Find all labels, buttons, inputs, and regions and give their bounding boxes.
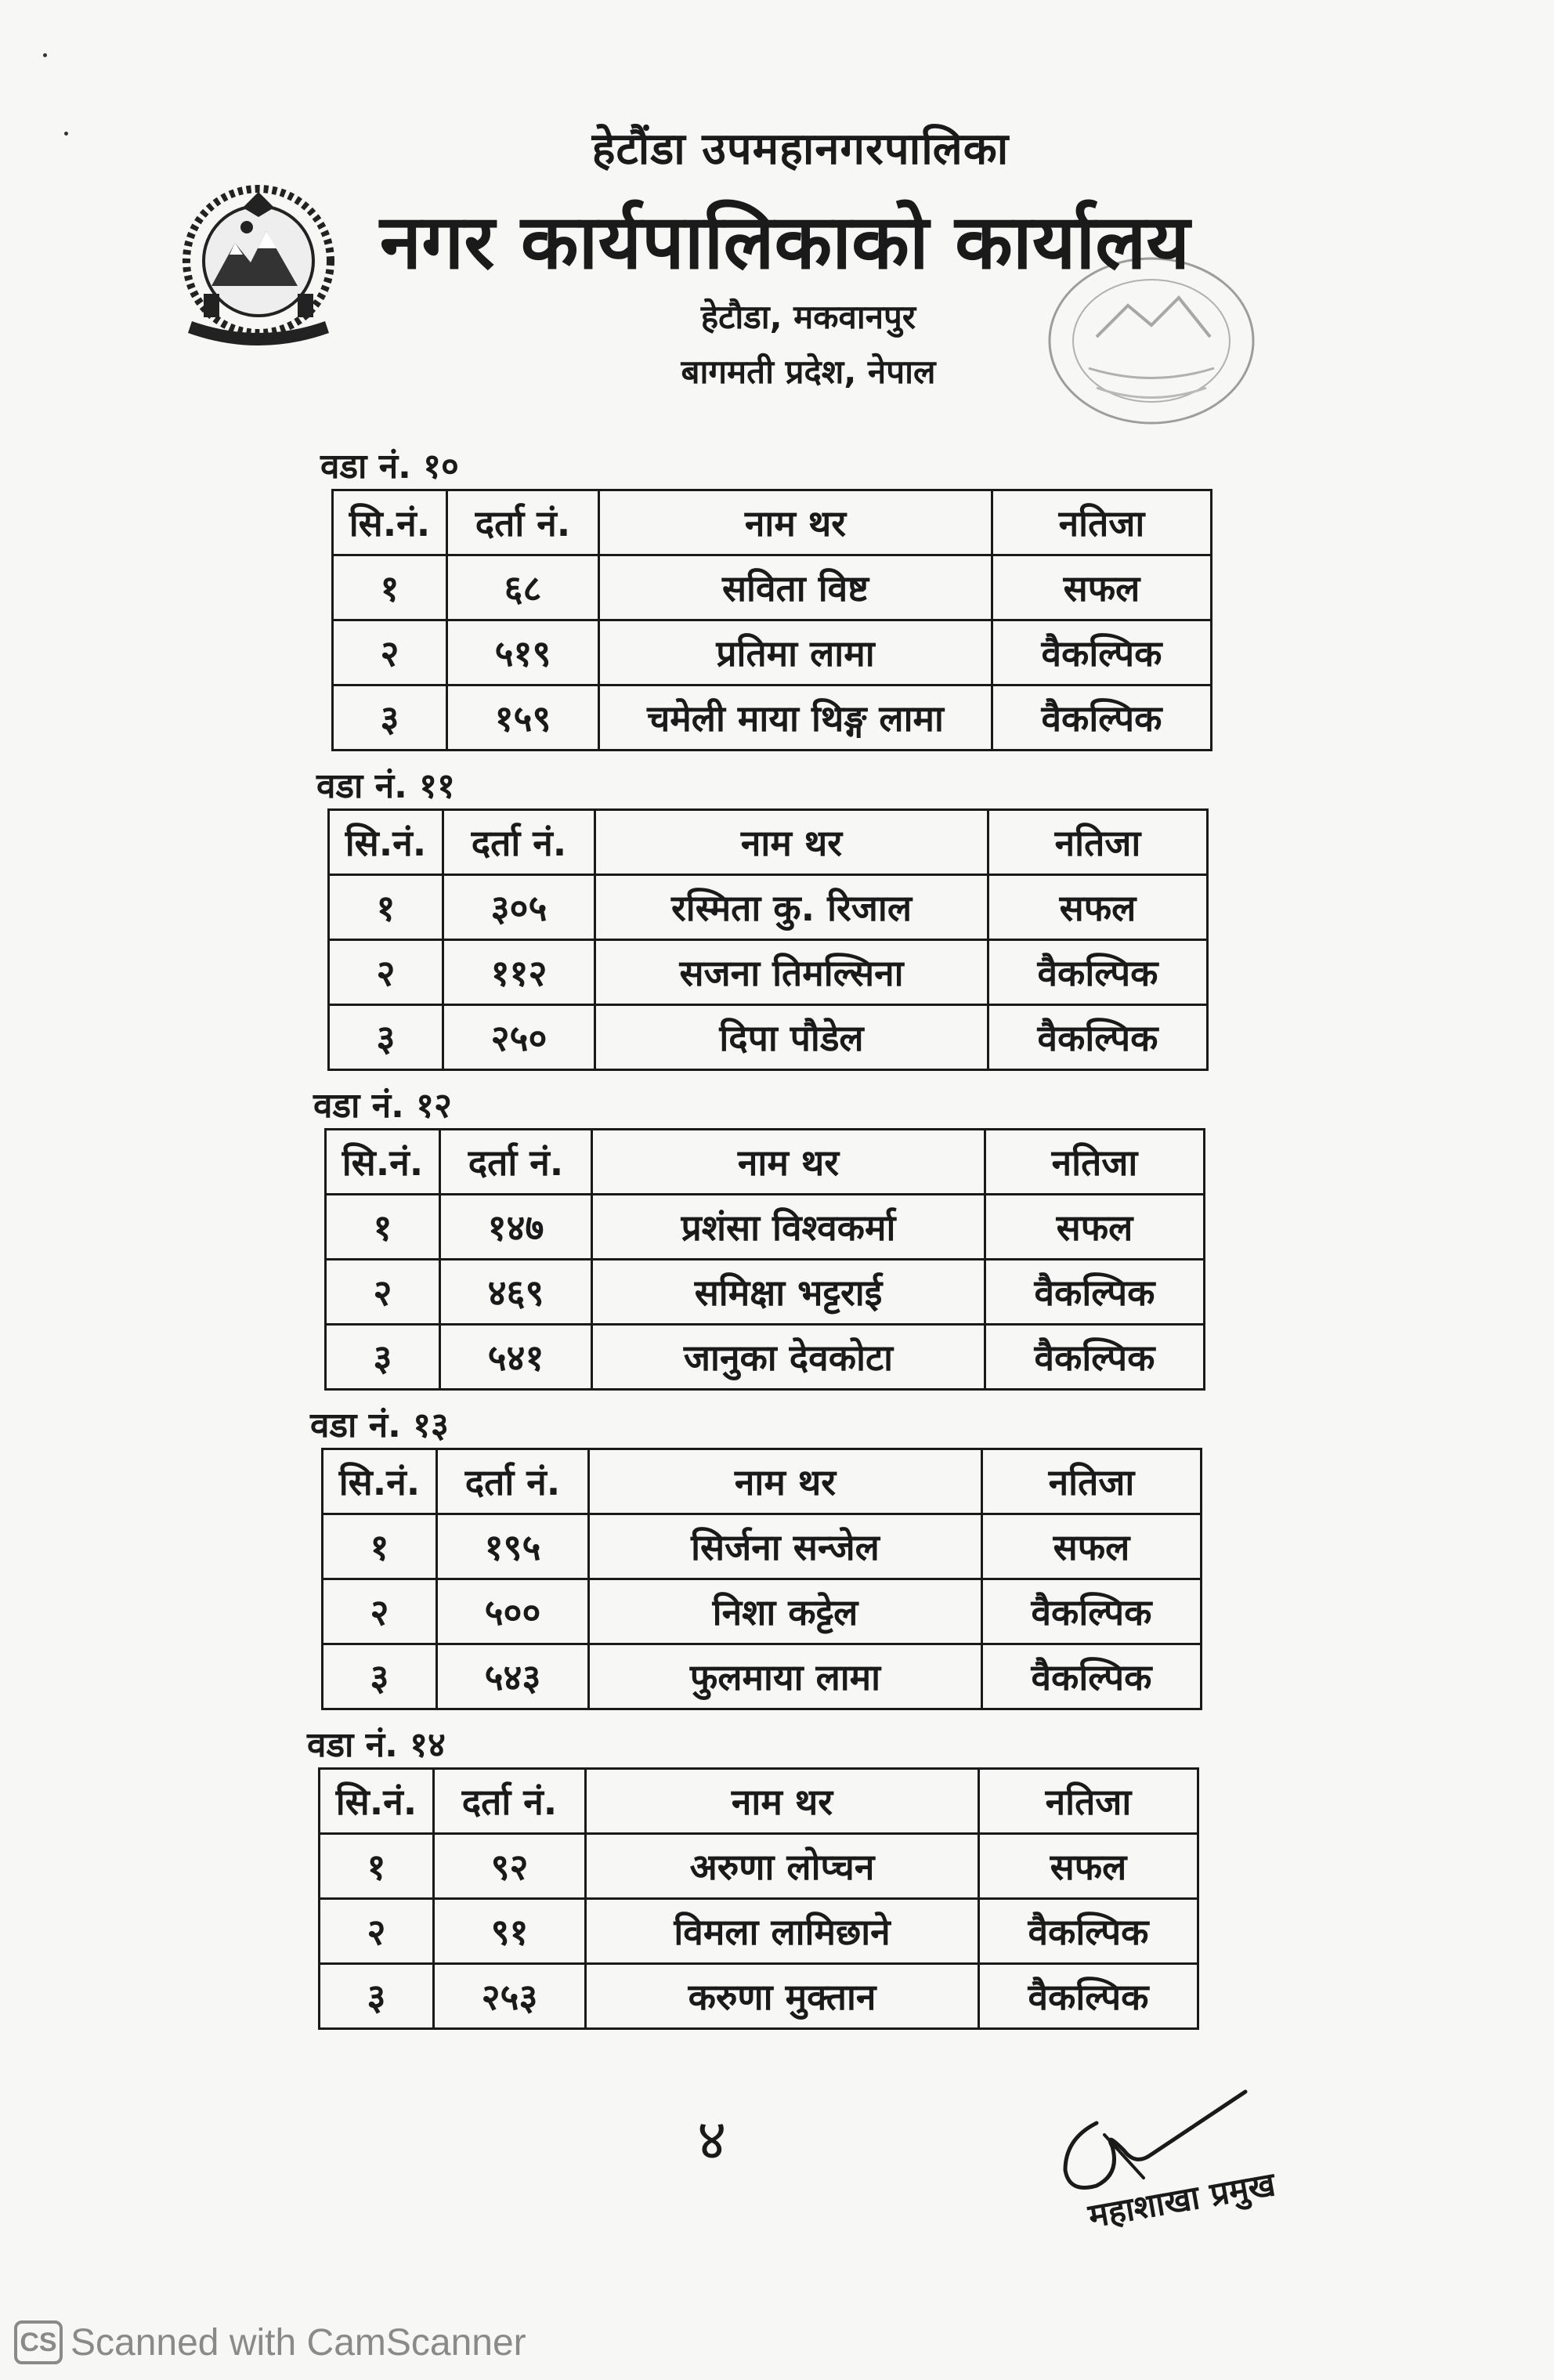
registration-cell: ५४३: [437, 1644, 589, 1709]
table-row: [329, 875, 1208, 940]
table-header-row: [320, 1769, 1198, 1834]
serial-cell: २: [326, 1260, 440, 1325]
ward-section: [310, 1404, 1202, 1710]
table-header-row: [323, 1449, 1202, 1514]
result-cell: वैकल्पिक: [979, 1899, 1198, 1964]
serial-cell: २: [329, 940, 443, 1005]
serial-cell: ३: [320, 1964, 434, 2029]
header-result: नतिजा: [988, 810, 1208, 875]
registration-cell: ११२: [443, 940, 595, 1005]
header-serial: सि.नं.: [326, 1130, 440, 1195]
table-row: [333, 555, 1212, 620]
result-cell: वैकल्पिक: [982, 1644, 1202, 1709]
ward-section: [320, 445, 1212, 751]
header-registration: दर्ता नं.: [443, 810, 595, 875]
name-cell: सिर्जना सन्जेल: [589, 1514, 982, 1579]
table-row: [326, 1260, 1205, 1325]
result-cell: सफल: [988, 875, 1208, 940]
result-cell: वैकल्पिक: [985, 1325, 1205, 1390]
result-cell: वैकल्पिक: [979, 1964, 1198, 2029]
registration-cell: ९१: [434, 1899, 586, 1964]
header-result: नतिजा: [979, 1769, 1198, 1834]
result-cell: सफल: [985, 1195, 1205, 1260]
name-cell: रस्मिता कु. रिजाल: [595, 875, 988, 940]
name-cell: प्रशंसा विश्वकर्मा: [592, 1195, 985, 1260]
ward-label: वडा नं. ११: [316, 766, 455, 806]
name-cell: चमेली माया थिङ्ग लामा: [599, 685, 992, 751]
serial-cell: १: [329, 875, 443, 940]
result-cell: वैकल्पिक: [992, 620, 1212, 685]
result-cell: वैकल्पिक: [988, 1005, 1208, 1070]
registration-cell: २५०: [443, 1005, 595, 1070]
name-cell: दिपा पौडेल: [595, 1005, 988, 1070]
table-row: [329, 1005, 1208, 1070]
results-table: [331, 489, 1212, 751]
table-row: [329, 940, 1208, 1005]
name-cell: समिक्षा भट्टराई: [592, 1260, 985, 1325]
registration-cell: ६८: [447, 555, 599, 620]
results-table: [318, 1767, 1199, 2030]
scanner-text: Scanned with CamScanner: [70, 2321, 526, 2364]
scan-speck: [43, 53, 47, 57]
header-name: नाम थर: [592, 1130, 985, 1195]
name-cell: करुणा मुक्तान: [586, 1964, 979, 2029]
serial-cell: १: [323, 1514, 437, 1579]
name-cell: सविता विष्ट: [599, 555, 992, 620]
serial-cell: ३: [329, 1005, 443, 1070]
serial-cell: २: [323, 1579, 437, 1644]
header-serial: सि.नं.: [333, 490, 447, 555]
serial-cell: १: [333, 555, 447, 620]
name-cell: फुलमाया लामा: [589, 1644, 982, 1709]
name-cell: प्रतिमा लामा: [599, 620, 992, 685]
table-header-row: [333, 490, 1212, 555]
table-row: [333, 620, 1212, 685]
table-row: [320, 1899, 1198, 1964]
name-cell: अरुणा लोप्चन: [586, 1834, 979, 1899]
table-row: [323, 1514, 1202, 1579]
table-row: [320, 1834, 1198, 1899]
header-serial: सि.नं.: [329, 810, 443, 875]
result-cell: सफल: [982, 1514, 1202, 1579]
ward-label: वडा नं. १४: [307, 1725, 446, 1765]
results-table: [321, 1448, 1202, 1710]
name-cell: विमला लामिछाने: [586, 1899, 979, 1964]
result-cell: वैकल्पिक: [982, 1579, 1202, 1644]
name-cell: निशा कट्टेल: [589, 1579, 982, 1644]
table-row: [326, 1195, 1205, 1260]
serial-cell: २: [320, 1899, 434, 1964]
ward-section: [316, 765, 1209, 1071]
header-name: नाम थर: [589, 1449, 982, 1514]
results-table: [324, 1128, 1205, 1391]
ward-label: वडा नं. १२: [313, 1086, 452, 1126]
header-registration: दर्ता नं.: [437, 1449, 589, 1514]
page-number: ४: [697, 2107, 727, 2172]
header-registration: दर्ता नं.: [447, 490, 599, 555]
ward-section: [313, 1084, 1205, 1391]
name-cell: सजना तिमल्सिना: [595, 940, 988, 1005]
office-title: नगर कार्यपालिकाको कार्यालय: [379, 198, 1191, 286]
registration-cell: ५४१: [440, 1325, 592, 1390]
result-cell: सफल: [979, 1834, 1198, 1899]
header-name: नाम थर: [586, 1769, 979, 1834]
serial-cell: १: [320, 1834, 434, 1899]
ward-label: वडा नं. १३: [310, 1405, 449, 1445]
result-cell: सफल: [992, 555, 1212, 620]
serial-cell: २: [333, 620, 447, 685]
registration-cell: ३०५: [443, 875, 595, 940]
header-serial: सि.नं.: [320, 1769, 434, 1834]
table-row: [320, 1964, 1198, 2029]
serial-cell: ३: [326, 1325, 440, 1390]
table-header-row: [329, 810, 1208, 875]
header-result: नतिजा: [982, 1449, 1202, 1514]
results-table: [327, 808, 1209, 1071]
signatory-title: महाशाखा प्रमुख: [1085, 2165, 1278, 2236]
result-cell: वैकल्पिक: [985, 1260, 1205, 1325]
registration-cell: १९५: [437, 1514, 589, 1579]
camscanner-logo-icon: CS: [14, 2320, 63, 2364]
table-header-row: [326, 1130, 1205, 1195]
ward-section: [307, 1724, 1199, 2030]
address-line-2: बागमती प्रदेश, नेपाल: [681, 353, 936, 391]
serial-cell: ३: [333, 685, 447, 751]
registration-cell: ९२: [434, 1834, 586, 1899]
registration-cell: १४७: [440, 1195, 592, 1260]
result-cell: वैकल्पिक: [992, 685, 1212, 751]
header-serial: सि.नं.: [323, 1449, 437, 1514]
result-cell: वैकल्पिक: [988, 940, 1208, 1005]
header-name: नाम थर: [599, 490, 992, 555]
registration-cell: ५१९: [447, 620, 599, 685]
header-name: नाम थर: [595, 810, 988, 875]
ward-label: वडा नं. १०: [320, 447, 459, 486]
table-row: [326, 1325, 1205, 1390]
header-result: नतिजा: [992, 490, 1212, 555]
office-subtitle: हेटौंडा उपमहानगरपालिका: [591, 124, 1010, 175]
name-cell: जानुका देवकोटा: [592, 1325, 985, 1390]
table-row: [323, 1579, 1202, 1644]
registration-cell: ४६९: [440, 1260, 592, 1325]
address-line-1: हेटौडा, मकवानपुर: [700, 298, 916, 336]
table-row: [333, 685, 1212, 751]
header-registration: दर्ता नं.: [440, 1130, 592, 1195]
registration-cell: ५००: [437, 1579, 589, 1644]
registration-cell: १५९: [447, 685, 599, 751]
registration-cell: २५३: [434, 1964, 586, 2029]
serial-cell: ३: [323, 1644, 437, 1709]
header-registration: दर्ता नं.: [434, 1769, 586, 1834]
serial-cell: १: [326, 1195, 440, 1260]
scanner-watermark: [14, 2315, 526, 2370]
header-result: नतिजा: [985, 1130, 1205, 1195]
table-row: [323, 1644, 1202, 1709]
